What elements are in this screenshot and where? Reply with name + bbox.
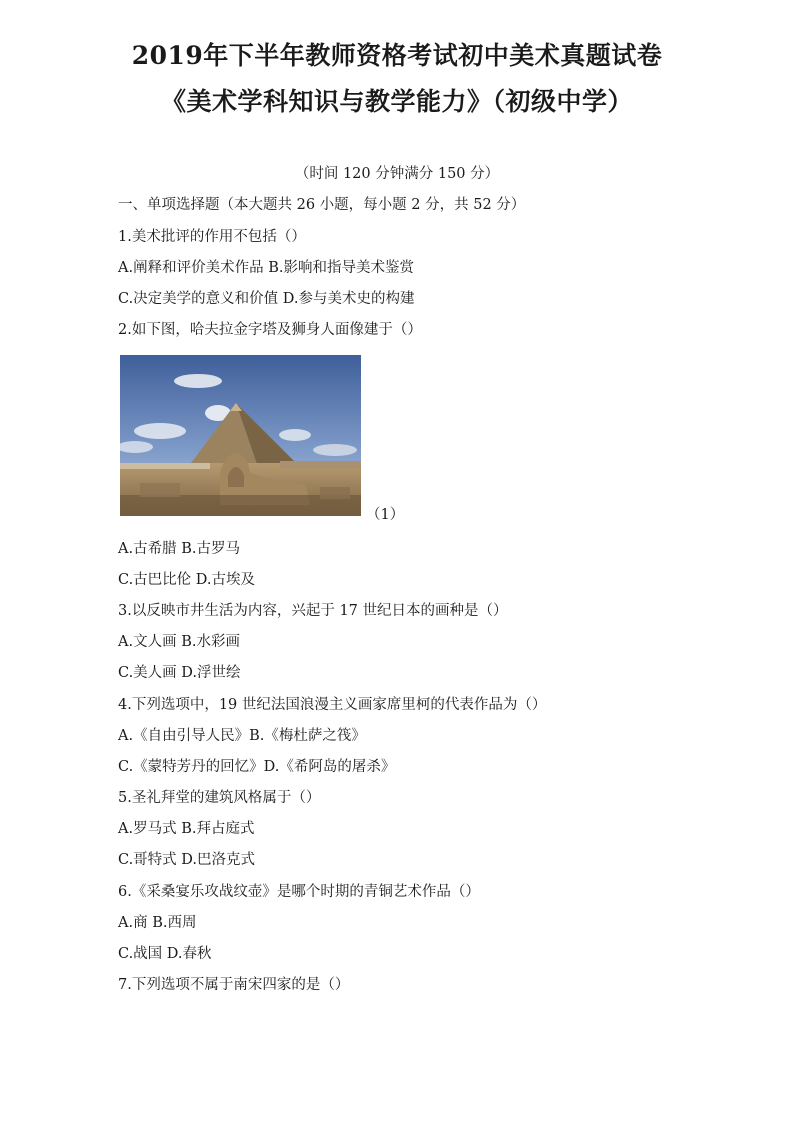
question-3-stem: 3.以反映市井生活为内容，兴起于 17 世纪日本的画种是（） (118, 603, 508, 619)
question-6-options-ab: A.商 B.西周 (118, 915, 197, 931)
question-7-stem: 7.下列选项不属于南宋四家的是（） (118, 977, 350, 993)
image-caption: （1） (366, 507, 405, 523)
question-2-options-cd: C.古巴比伦 D.古埃及 (118, 572, 256, 588)
question-4-options-ab: A.《自由引导人民》B.《梅杜萨之筏》 (118, 728, 366, 744)
question-2-options-ab: A.古希腊 B.古罗马 (118, 541, 240, 557)
question-1-options-ab: A.阐释和评价美术作品 B.影响和指导美术鉴赏 (118, 260, 414, 276)
question-5-options-cd: C.哥特式 D.巴洛克式 (118, 852, 256, 868)
question-4-options-cd: C.《蒙特芳丹的回忆》D.《希阿岛的屠杀》 (118, 759, 396, 775)
question-5-options-ab: A.罗马式 B.拜占庭式 (118, 821, 255, 837)
question-1-stem: 1.美术批评的作用不包括（） (118, 229, 306, 245)
question-3-options-ab: A.文人画 B.水彩画 (118, 634, 240, 650)
pyramid-sphinx-photo (120, 355, 361, 516)
document-title-line1: 2019年下半年教师资格考试初中美术真题试卷 (131, 41, 663, 70)
exam-time-info: （时间 120 分钟满分 150 分） (294, 166, 500, 182)
question-5-stem: 5.圣礼拜堂的建筑风格属于（） (118, 790, 321, 806)
document-title-line2: 《美术学科知识与教学能力》（初级中学） (160, 87, 633, 116)
question-6-stem: 6.《采桑宴乐攻战纹壶》是哪个时期的青铜艺术作品（） (118, 884, 480, 900)
question-4-stem: 4.下列选项中，19 世纪法国浪漫主义画家席里柯的代表作品为（） (118, 697, 547, 713)
question-3-options-cd: C.美人画 D.浮世绘 (118, 665, 241, 681)
section-heading: 一、单项选择题（本大题共 26 小题，每小题 2 分，共 52 分） (118, 197, 526, 213)
question-1-options-cd: C.决定美学的意义和价值 D.参与美术史的构建 (118, 291, 415, 307)
question-2-stem: 2.如下图，哈夫拉金字塔及狮身人面像建于（） (118, 322, 422, 338)
question-6-options-cd: C.战国 D.春秋 (118, 946, 212, 962)
